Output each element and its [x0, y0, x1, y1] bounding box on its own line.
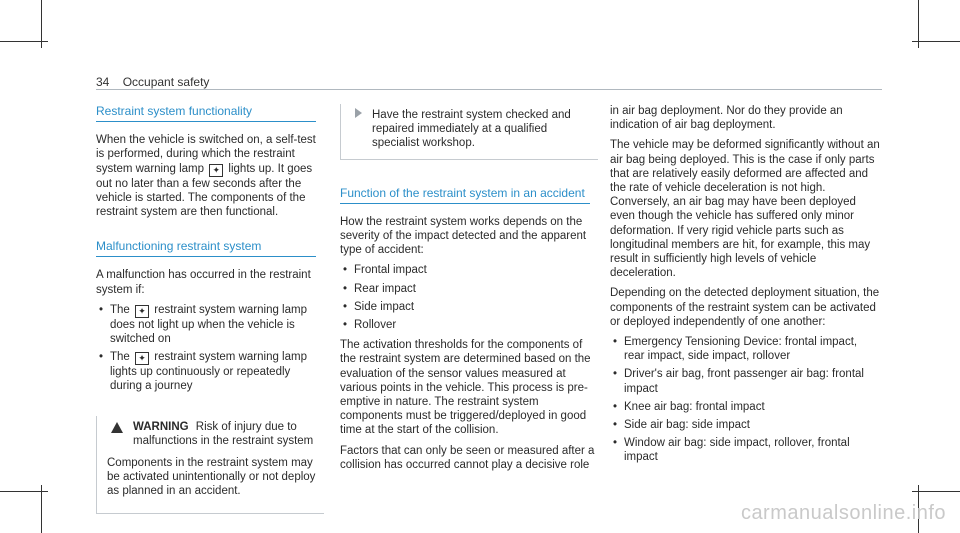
section-title: Occupant safety: [122, 75, 210, 89]
paragraph: The activation thresholds for the components of the restraint system are determined based on the evaluation of the sensor values measured at various points in the vehicle. This process is pre-emptive in nature. The restraint system components must be triggered/deployed in good time at the start of the collision.: [340, 339, 591, 437]
list-item: [96, 350, 324, 393]
crop-mark: [41, 485, 42, 533]
instruction-box: [340, 104, 598, 160]
page-header: [96, 75, 209, 89]
bullet-list: [610, 335, 880, 465]
paragraph: How the restraint system works depends on the severity of the impact detected and the apparent type of accident:: [340, 215, 587, 257]
list-item: • Frontal impact: [340, 263, 598, 277]
list-item: • Driver's air bag, front passenger air bag: frontal impact: [610, 367, 880, 395]
section-heading: Function of the restraint system in an accident: [340, 186, 590, 204]
crop-mark: [912, 491, 960, 492]
warning-title: [133, 420, 318, 448]
warning-header: [107, 420, 318, 448]
watermark: carmanualsonline.info: [740, 502, 946, 524]
text: When the vehicle is switched on, a self-test is performed, during which the restraint system warning lamp: [96, 134, 316, 175]
text: The: [110, 303, 130, 316]
airbag-warning-lamp-icon: ✦: [135, 352, 149, 365]
column-1: [96, 104, 324, 514]
bullet-list: [340, 263, 598, 332]
paragraph: Factors that can only be seen or measured after a collision has occurred cannot play a decisive role: [340, 444, 595, 471]
column-2: [340, 104, 598, 478]
section-heading: Malfunctioning restraint system: [96, 239, 316, 257]
bullet-list: [96, 303, 324, 394]
list-item: • Side impact: [340, 300, 598, 314]
paragraph: A malfunction has occurred in the restraint system if:: [96, 269, 311, 296]
paragraph: in air bag deployment. Nor do they provide an indication of air bag deployment.: [610, 105, 843, 132]
header-rule: [96, 89, 882, 90]
crop-mark: [912, 41, 960, 42]
list-item: • Window air bag: side impact, rollover, frontal impact: [610, 436, 880, 464]
crop-mark: [0, 491, 48, 492]
list-item: • Rollover: [340, 318, 598, 332]
warning-triangle-icon: [111, 422, 123, 433]
column-3: [610, 104, 880, 471]
warning-box: [96, 416, 324, 514]
list-item: • Emergency Tensioning Device: frontal impact, rear impact, side impact, rollover: [610, 335, 880, 363]
airbag-warning-lamp-icon: ✦: [135, 305, 149, 318]
warning-label: WARNING: [133, 420, 189, 433]
text: restraint system warning lamp lights up continuously or repeatedly during a journey: [110, 351, 307, 393]
list-item: • Knee air bag: frontal impact: [610, 400, 880, 414]
airbag-warning-lamp-icon: ✦: [209, 164, 223, 177]
arrow-right-icon: [355, 108, 362, 118]
instruction-text: Have the restraint system checked and repaired immediately at a qualified specialist workshop.: [372, 109, 571, 150]
section-heading: Restraint system functionality: [96, 104, 316, 122]
warning-summary: Risk of injury due to malfunctions in the restraint system: [133, 420, 314, 447]
list-item: • Side air bag: side impact: [610, 418, 880, 432]
text: restraint system warning lamp does not light up when the vehicle is switched on: [110, 303, 307, 346]
list-item: • Rear impact: [340, 282, 598, 296]
page-number: 34: [96, 75, 110, 89]
crop-mark: [0, 41, 48, 42]
warning-body: Components in the restraint system may be activated unintentionally or not deploy as planned in an accident.: [107, 457, 316, 498]
list-item: [96, 303, 324, 346]
text: The: [110, 351, 130, 364]
paragraph: Depending on the detected deployment situation, the components of the restraint system can be activated or deployed independently of one another:: [610, 287, 880, 328]
paragraph: The vehicle may be deformed significantly without an air bag being deployed. This is the case if only parts that are relatively easily deformed are affected and the rate of vehicle deceleration is not high. Conversely, an air bag may have been deployed even though the vehicle has suffered only minor deformation. If very rigid vehicle parts such as longitudinal members are hit, for example, this may result in sufficiently high levels of vehicle deceleration.: [610, 139, 880, 280]
text: lights up. It goes out no later than a few seconds after the vehicle is started. The components of the restraint system are then functional.: [96, 162, 313, 219]
paragraph: [96, 133, 324, 219]
instruction-row: [351, 108, 588, 151]
